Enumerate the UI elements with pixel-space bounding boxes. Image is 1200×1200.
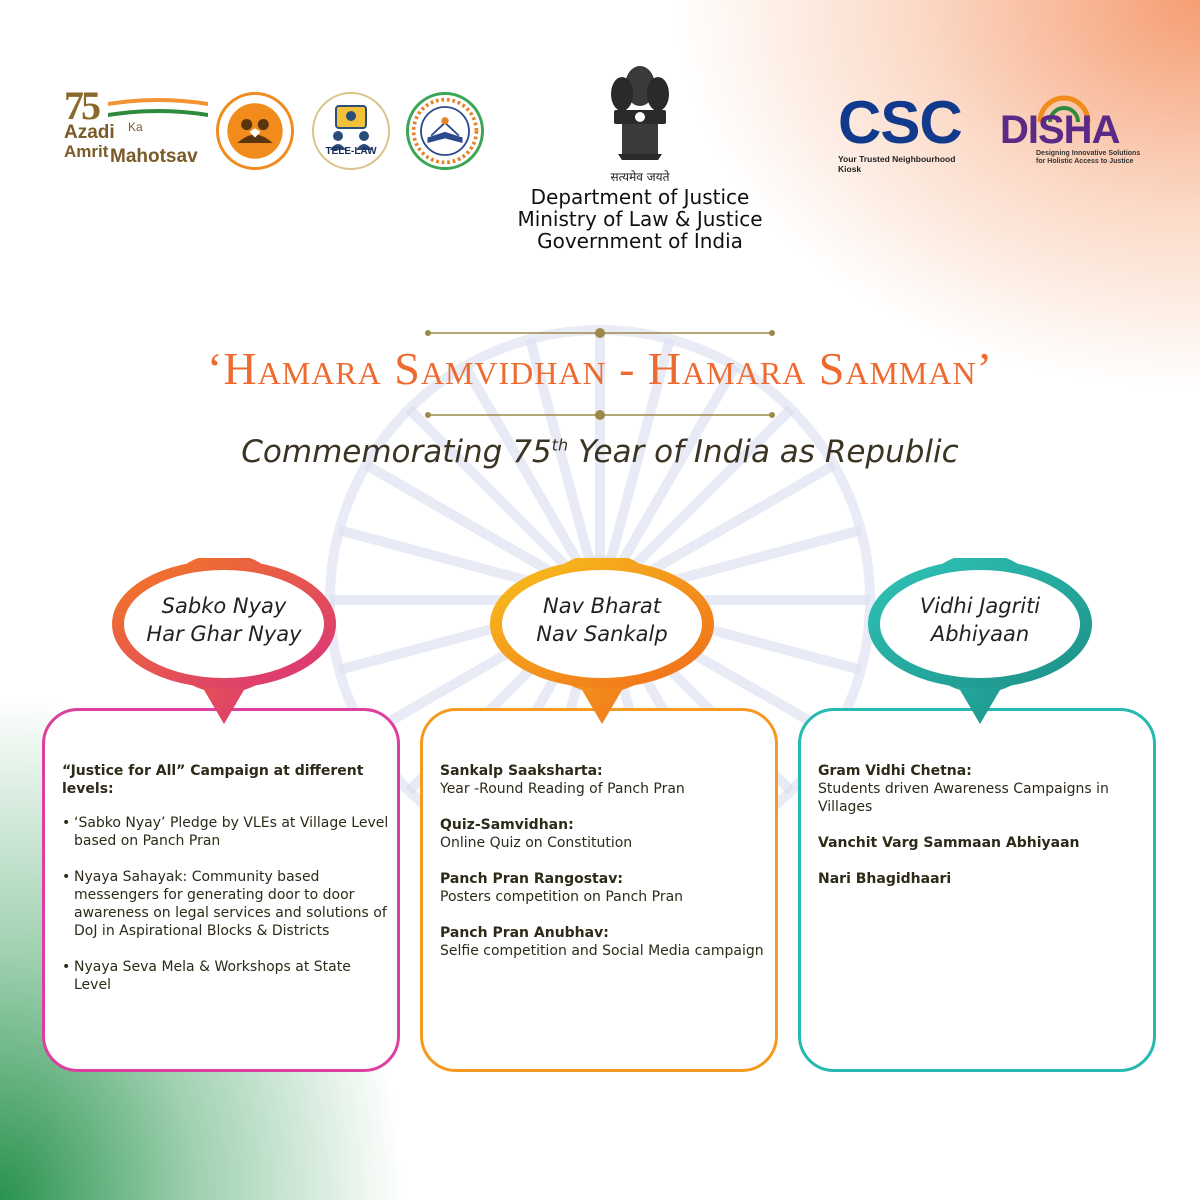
content-sabko-nyay [62, 762, 392, 1012]
heading-line: Nav Bharat [542, 594, 661, 618]
list-item [440, 762, 770, 798]
tele-law-logo [312, 92, 390, 170]
heading-line: Nav Sankalp [536, 622, 668, 646]
list-item [440, 816, 770, 852]
content-vidhi-jagriti [818, 762, 1148, 906]
department-block [470, 186, 810, 252]
page-subtitle [0, 434, 1200, 470]
item-desc: Selfie competition and Social Media campaign [440, 943, 764, 959]
csc-logo-wordmark: CSC [838, 89, 962, 156]
list-item [818, 870, 1148, 888]
title-bottom-ornament [420, 408, 780, 422]
list-item-text: Nyaya Sahayak: Community based messengers for generating door to door awareness on legal services and solutions of DoJ in Aspirational Blocks & Districts [74, 869, 387, 939]
item-title: Panch Pran Anubhav: [440, 925, 609, 941]
disha-logo [996, 88, 1146, 168]
subtitle-sup: th [551, 435, 569, 455]
legal-services-seal-logo [406, 92, 484, 170]
logo-line-azadi: Azadi [64, 122, 115, 143]
national-emblem-icon [600, 60, 680, 168]
dept-line-justice: Department of Justice [530, 185, 750, 209]
list-item [440, 870, 770, 906]
list-item [818, 762, 1148, 816]
national-motto: सत्यमेव जयते [610, 170, 670, 184]
list-item: • Nyaya Sahayak: Community based messengers for generating door to door awareness on legal services and solutions of DoJ in Aspirational Blocks & Districts [62, 868, 392, 940]
page-title: ‘Hamara Samvidhan - Hamara Samman’ [207, 343, 993, 394]
list-item [440, 924, 770, 960]
item-desc: Students driven Awareness Campaigns in Villages [818, 781, 1109, 815]
subtitle-pre: Commemorating 75 [241, 434, 552, 470]
dept-line-government: Government of India [537, 229, 743, 253]
pro-bono-legal-services-logo [216, 92, 294, 170]
list-item-text: ‘Sabko Nyay’ Pledge by VLEs at Village Level based on Panch Pran [74, 815, 389, 849]
disha-logo-wordmark: DISHA [1000, 108, 1120, 152]
campaign-lead: “Justice for All” Campaign at different levels: [62, 763, 364, 797]
list-item: • Nyaya Seva Mela & Workshops at State Level [62, 958, 392, 994]
item-title: Vanchit Varg Sammaan Abhiyaan [818, 835, 1080, 851]
logo-line-ka: Ka [128, 120, 143, 134]
heading-line: Vidhi Jagriti [919, 594, 1041, 618]
item-title: Panch Pran Rangostav: [440, 871, 623, 887]
item-title: Nari Bhagidhaari [818, 871, 952, 887]
subtitle-post: Year of India as Republic [568, 434, 959, 470]
heading-line: Sabko Nyay [161, 594, 287, 618]
tricolor-flag-icon [108, 96, 208, 118]
item-desc: Posters competition on Panch Pran [440, 889, 684, 905]
logo-number: 75 [64, 83, 98, 128]
item-title: Quiz-Samvidhan: [440, 817, 574, 833]
heading-line: Har Ghar Nyay [146, 622, 302, 646]
heading-sabko-nyay [108, 592, 340, 648]
heading-vidhi-jagriti [864, 592, 1096, 648]
logo-line-amrit: Amrit [64, 142, 109, 161]
tele-law-label: TELE-LAW [325, 146, 377, 157]
dept-line-ministry: Ministry of Law & Justice [517, 207, 763, 231]
list-item-text: Nyaya Seva Mela & Workshops at State Level [74, 959, 351, 993]
logo-line-mahotsav: Mahotsav [110, 146, 198, 167]
list-item [818, 834, 1148, 852]
item-desc: Online Quiz on Constitution [440, 835, 633, 851]
azadi-ka-amrit-mahotsav-logo [60, 82, 210, 172]
item-title: Sankalp Saaksharta: [440, 763, 603, 779]
list-item: • ‘Sabko Nyay’ Pledge by VLEs at Village Level based on Panch Pran [62, 814, 392, 850]
content-nav-bharat [440, 762, 770, 978]
item-desc: Year -Round Reading of Panch Pran [440, 781, 685, 797]
disha-logo-tagline: Designing Innovative Solutions for Holistic Access to Justice [1036, 150, 1141, 165]
title-top-ornament [420, 326, 780, 340]
heading-nav-bharat [486, 592, 718, 648]
item-title: Gram Vidhi Chetna: [818, 763, 972, 779]
csc-logo-tagline: Your Trusted Neighbourhood Kiosk [838, 154, 956, 174]
csc-logo [838, 89, 978, 174]
heading-line: Abhiyaan [930, 622, 1030, 646]
